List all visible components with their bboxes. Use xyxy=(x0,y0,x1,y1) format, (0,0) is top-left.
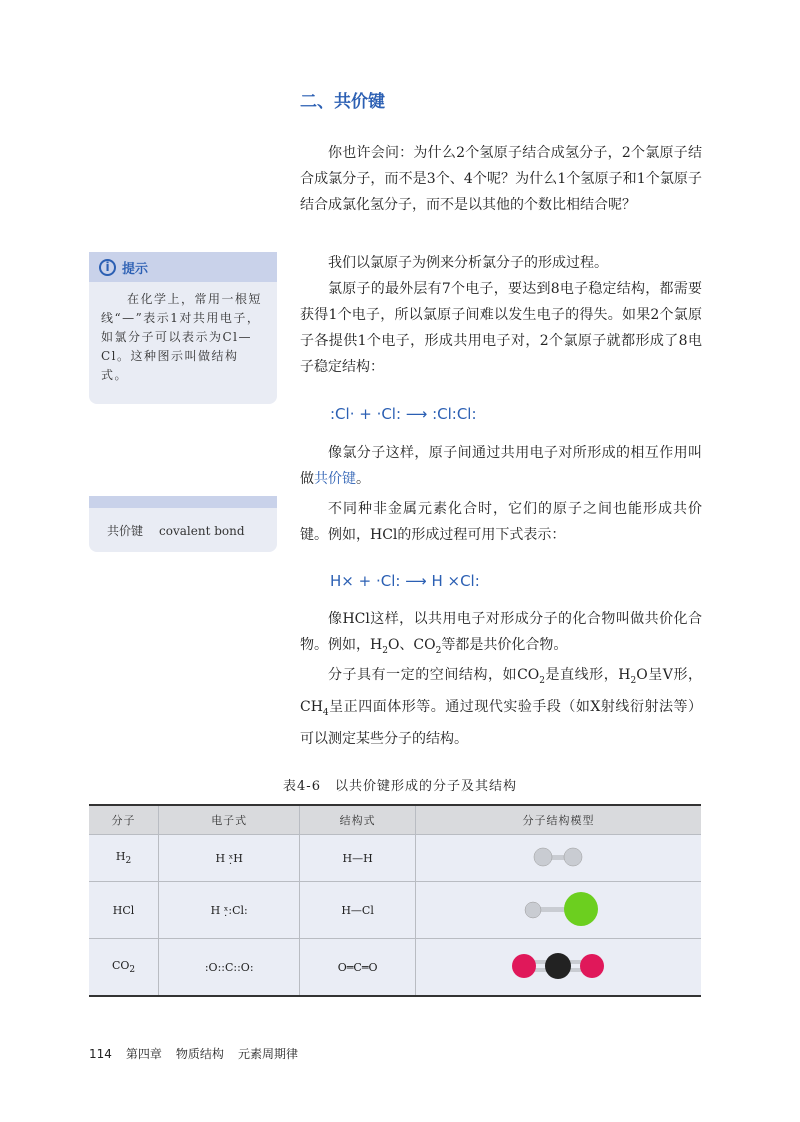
tip-title: 提示 xyxy=(122,261,149,277)
glossary-term-zh: 共价键 xyxy=(107,524,144,538)
structure-cell: H—H xyxy=(300,835,416,882)
paragraph-chlorine: 氯原子的最外层有7个电子，要达到8电子稳定结构，都需要获得1个电子，所以氯原子间难以发生电子的得失。如果2个氯原子各提供1个电子，形成共用电子对，2个氯原子就都形成了8电子稳定结构： xyxy=(300,281,702,375)
lewis-cell: :O::C::O: xyxy=(159,939,300,997)
tip-body: 在化学上，常用一根短线“—”表示1对共用电子，如氯分子可以表示为Cl—Cl。这种图示叫做结构式。 xyxy=(101,292,263,382)
lewis-cell: H ˣ̣H xyxy=(159,835,300,882)
co2-model xyxy=(508,948,608,984)
cl2-formation-formula: :Cl· + ·Cl: ⟶ :Cl:Cl: xyxy=(330,405,477,423)
section-heading: 二、共价键 xyxy=(300,92,385,112)
h2-model xyxy=(528,844,588,870)
molecule-cell: HCl xyxy=(89,882,159,939)
page-footer: 114 第四章 物质结构 元素周期律 xyxy=(89,1047,298,1061)
chapter-label: 第四章 xyxy=(125,1047,162,1061)
hcl-formation-formula: H× + ·Cl: ⟶ H ×Cl: xyxy=(330,572,480,590)
header-lewis: 电子式 xyxy=(159,805,300,835)
info-icon: i xyxy=(99,259,116,276)
structure-cell: O═C═O xyxy=(300,939,416,997)
hcl-model xyxy=(513,889,603,929)
table-caption: 表4-6 以共价键形成的分子及其结构 xyxy=(283,779,517,794)
tip-box xyxy=(89,252,277,404)
header-molecule: 分子 xyxy=(89,805,159,835)
paragraph-covalent-compound: 像HCl这样，以共用电子对形成分子的化合物叫做共价化合物。例如，$H_2O$、$CO_2$等都是共价化合物。 xyxy=(300,611,702,656)
paragraph-intro: 我们以氯原子为例来分析氯分子的形成过程。 xyxy=(328,255,608,271)
model-cell xyxy=(415,882,701,939)
table-row xyxy=(89,882,701,939)
paragraph-question: 你也许会问：为什么2个氢原子结合成氢分子，2个氯原子结合成氯分子，而不是3个、4个呢？为什么1个氢原子和1个氯原子结合成氯化氢分子，而不是以其他的个数比相结合呢？ xyxy=(300,145,702,213)
glossary-term-en: covalent bond xyxy=(159,524,245,538)
molecule-cell: $CO_2$ xyxy=(89,939,159,997)
model-cell xyxy=(415,939,701,997)
keyword-covalent-bond: 共价键 xyxy=(314,471,356,487)
paragraph-covalent-def: 像氯分子这样，原子间通过共用电子对所形成的相互作用叫做共价键。 xyxy=(300,445,702,487)
header-model: 分子结构模型 xyxy=(415,805,701,835)
page-number: 114 xyxy=(89,1047,112,1061)
glossary-box xyxy=(89,496,277,552)
molecule-table xyxy=(89,804,701,997)
molecule-cell: $H_2$ xyxy=(89,835,159,882)
model-cell xyxy=(415,835,701,882)
lewis-cell: H ˣ̣:Cl: xyxy=(159,882,300,939)
paragraph-structure: 分子具有一定的空间结构，如$CO_2$是直线形，$H_2O$呈V形，$CH_4$呈正四面体形等。通过现代实验手段（如X射线衍射法等）可以测定某些分子的结构。 xyxy=(300,667,702,747)
structure-cell: H—Cl xyxy=(300,882,416,939)
tip-header xyxy=(89,252,277,282)
table-row xyxy=(89,939,701,997)
paragraph-hcl: 不同种非金属元素化合时，它们的原子之间也能形成共价键。例如，HCl的形成过程可用下式表示： xyxy=(300,501,702,543)
header-structure: 结构式 xyxy=(300,805,416,835)
table-row xyxy=(89,835,701,882)
